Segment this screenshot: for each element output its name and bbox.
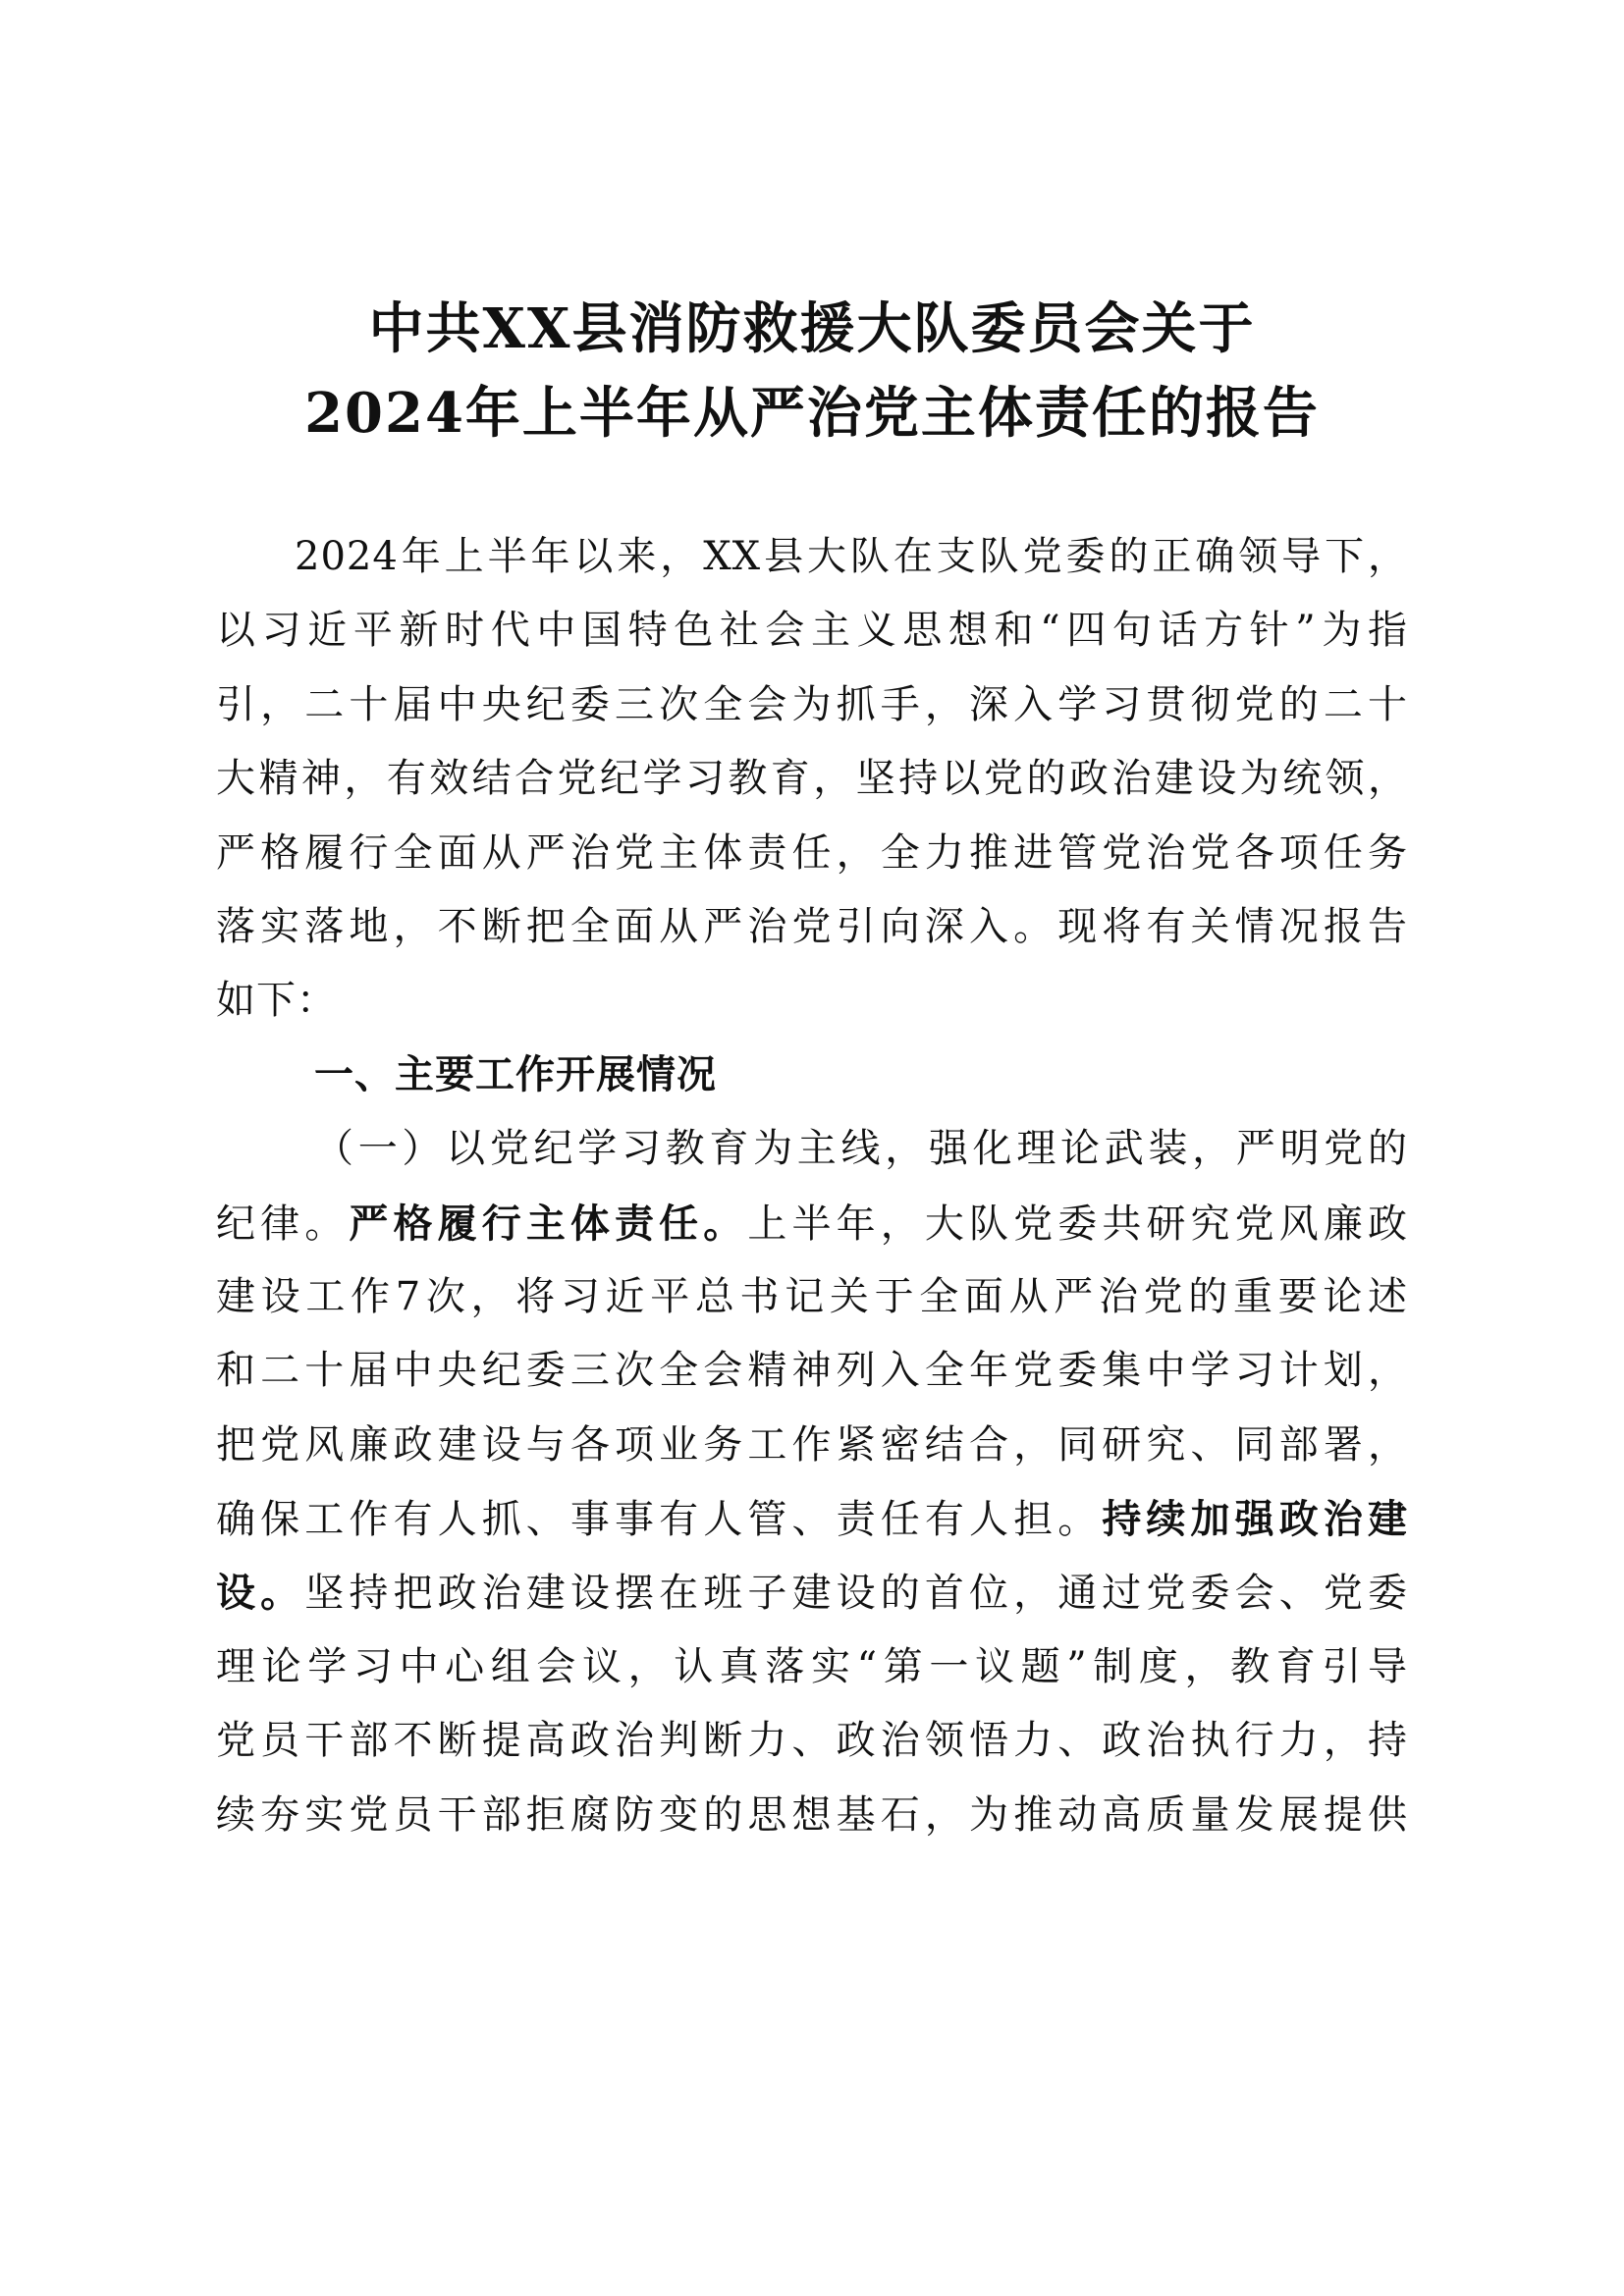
title-line-1: 中共XX县消防救援大队委员会关于 [368,296,1256,361]
line2-part1: 纪律。 [216,1201,350,1247]
intro-line-6: 落实落地，不断把全面从严治党引向深入。现将有关情况报告 [216,903,1408,949]
intro-line-3: 引，二十届中央纪委三次全会为抓手，深入学习贯彻党的二十 [216,681,1408,727]
section-heading: 一、主要工作开展情况 [314,1051,717,1097]
line2-part2: 上半年，大队党委共研究党风廉政 [747,1201,1408,1247]
body-line-9: 党员干部不断提高政治判断力、政治领悟力、政治执行力，持 [216,1718,1408,1764]
body-line-6 [216,1482,1408,1556]
body-line-4: 和二十届中央纪委三次全会精神列入全年党委集中学习计划， [216,1348,1408,1394]
subsection-line-1: （一）以党纪学习教育为主线，强化理论武装，严明党的 [314,1126,1408,1172]
intro-line-2: 以习近平新时代中国特色社会主义思想和“四句话方针”为指 [216,608,1408,654]
intro-line-1: 2024年上半年以来，XX县大队在支队党委的正确领导下， [295,534,1408,579]
title-line-2: 2024年上半年从严治党主体责任的报告 [304,381,1320,446]
body-line-5: 把党风廉政建设与各项业务工作紧密结合，同研究、同部署， [216,1421,1408,1468]
document-title [147,287,1477,455]
body-line-10: 续夯实党员干部拒腐防变的思想基石，为推动高质量发展提供 [216,1791,1408,1838]
intro-line-7: 如下： [216,978,337,1024]
line2-bold-text: 严格履行主体责任。 [349,1200,748,1247]
line7-bold-text: 设。 [216,1570,305,1617]
document-body [216,520,1408,1852]
body-line-2 [216,1187,1408,1260]
line6-part1: 确保工作有人抓、事事有人管、责任有人担。 [216,1497,1103,1543]
line6-bold-text: 持续加强政治建 [1102,1496,1408,1543]
body-line-8: 理论学习中心组会议，认真落实“第一议题”制度，教育引导 [216,1643,1408,1689]
body-line-7 [216,1556,1408,1629]
intro-line-4: 大精神，有效结合党纪学习教育，坚持以党的政治建设为统领， [216,756,1408,802]
body-line-3: 建设工作7次，将习近平总书记关于全面从严治党的重要论述 [216,1273,1408,1319]
line7-part2: 坚持把政治建设摆在班子建设的首位，通过党委会、党委 [304,1571,1408,1617]
intro-line-5: 严格履行全面从严治党主体责任，全力推进管党治党各项任务 [216,829,1408,876]
